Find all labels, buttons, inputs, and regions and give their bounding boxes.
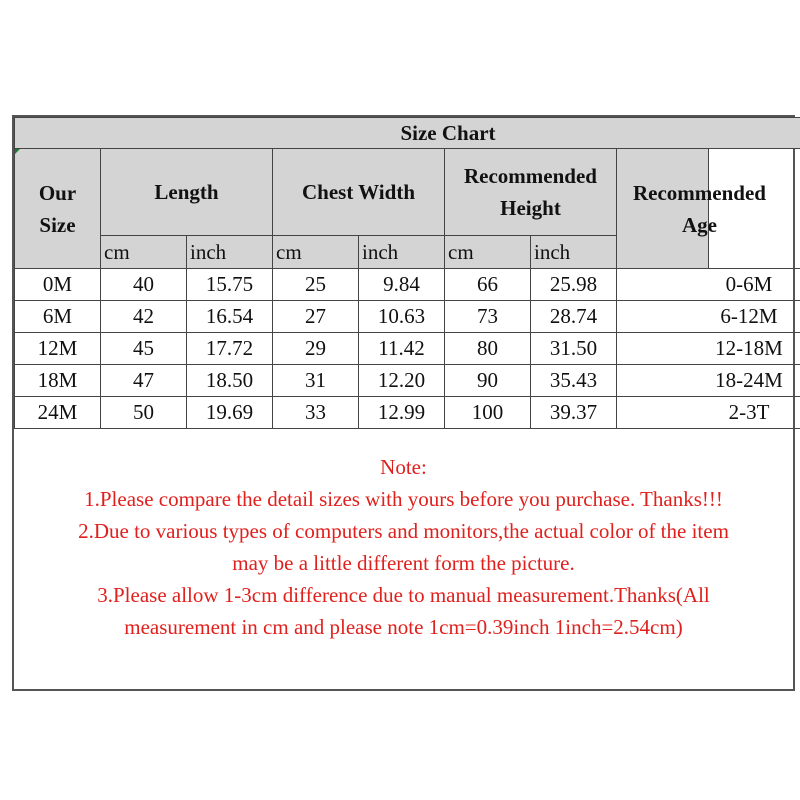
cell-height-cm: 90: [445, 365, 531, 397]
size-table: [14, 117, 800, 429]
cell-chest-cm: 27: [273, 301, 359, 333]
cell-age: 0-6M: [617, 269, 800, 301]
unit-height-inch: inch: [531, 236, 617, 269]
cell-size: 6M: [15, 301, 101, 333]
cell-length-cm: 42: [101, 301, 187, 333]
cell-length-inch: 15.75: [187, 269, 273, 301]
cell-chest-inch: 9.84: [359, 269, 445, 301]
table-row: [15, 397, 800, 429]
note-heading: Note:: [380, 455, 427, 479]
header-recommended-height: Recommended Height: [445, 149, 617, 236]
note-line-2a: 2.Due to various types of computers and monitors,the actual color of the item: [78, 519, 729, 543]
unit-chest-cm: cm: [273, 236, 359, 269]
cell-height-inch: 39.37: [531, 397, 617, 429]
header-chest-width: Chest Width: [273, 149, 445, 236]
cell-age: 18-24M: [617, 365, 800, 397]
cell-height-cm: 80: [445, 333, 531, 365]
cell-size: 12M: [15, 333, 101, 365]
cell-height-inch: 28.74: [531, 301, 617, 333]
unit-height-cm: cm: [445, 236, 531, 269]
cell-length-inch: 19.69: [187, 397, 273, 429]
unit-chest-inch: inch: [359, 236, 445, 269]
cell-height-inch: 35.43: [531, 365, 617, 397]
cell-chest-inch: 12.20: [359, 365, 445, 397]
header-length: Length: [101, 149, 273, 236]
cell-height-inch: 31.50: [531, 333, 617, 365]
unit-length-inch: inch: [187, 236, 273, 269]
header-our-size: Our Size: [15, 149, 101, 269]
cell-length-cm: 45: [101, 333, 187, 365]
table-row: [15, 333, 800, 365]
cell-length-cm: 40: [101, 269, 187, 301]
cell-height-inch: 25.98: [531, 269, 617, 301]
cell-height-cm: 66: [445, 269, 531, 301]
cell-height-cm: 73: [445, 301, 531, 333]
cell-length-inch: 16.54: [187, 301, 273, 333]
cell-chest-cm: 25: [273, 269, 359, 301]
note-line-2b: may be a little different form the picture.: [232, 551, 575, 575]
cell-age: 6-12M: [617, 301, 800, 333]
size-chart: [12, 115, 795, 691]
cell-length-inch: 17.72: [187, 333, 273, 365]
cell-chest-inch: 12.99: [359, 397, 445, 429]
cell-length-cm: 50: [101, 397, 187, 429]
header-recommended-age: Recommended Age: [617, 149, 709, 269]
cell-length-cm: 47: [101, 365, 187, 397]
cell-chest-cm: 33: [273, 397, 359, 429]
cell-chest-cm: 29: [273, 333, 359, 365]
cell-chest-inch: 10.63: [359, 301, 445, 333]
table-row: [15, 301, 800, 333]
cell-chest-cm: 31: [273, 365, 359, 397]
cell-size: 18M: [15, 365, 101, 397]
notes-section: [14, 429, 793, 643]
table-row: [15, 269, 800, 301]
cell-chest-inch: 11.42: [359, 333, 445, 365]
note-line-3a: 3.Please allow 1-3cm difference due to manual measurement.Thanks(All: [97, 583, 710, 607]
cell-age: 2-3T: [617, 397, 800, 429]
unit-length-cm: cm: [101, 236, 187, 269]
cell-size: 0M: [15, 269, 101, 301]
note-line-1: 1.Please compare the detail sizes with yours before you purchase. Thanks!!!: [84, 487, 723, 511]
cell-age: 12-18M: [617, 333, 800, 365]
cell-height-cm: 100: [445, 397, 531, 429]
cell-size: 24M: [15, 397, 101, 429]
table-row: [15, 365, 800, 397]
chart-title: Size Chart: [15, 118, 800, 149]
note-line-3b: measurement in cm and please note 1cm=0.39inch 1inch=2.54cm): [124, 615, 683, 639]
cell-length-inch: 18.50: [187, 365, 273, 397]
